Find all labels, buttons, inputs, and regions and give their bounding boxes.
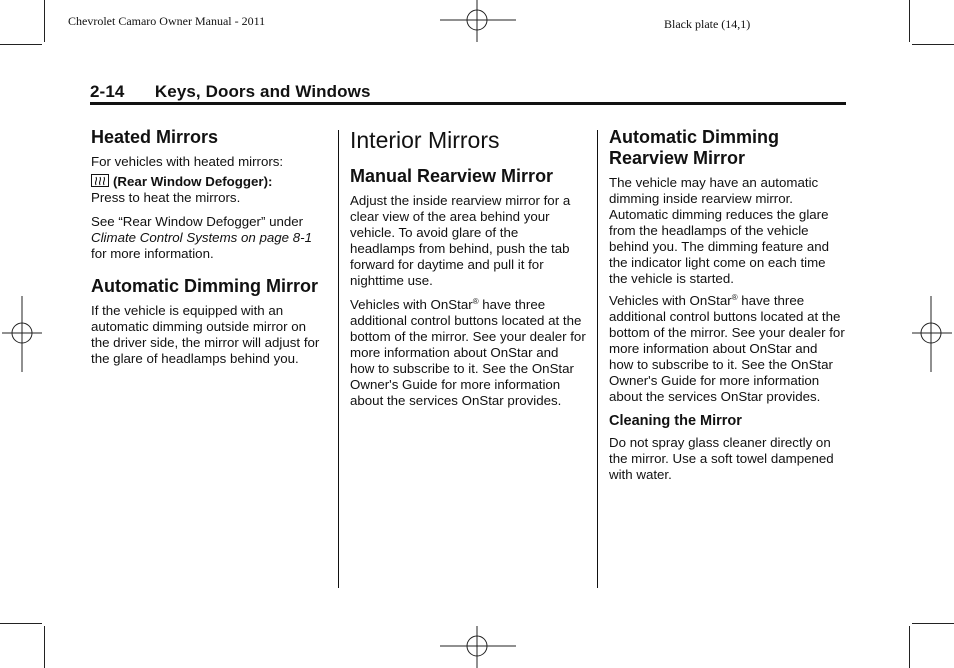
onstar-text: have three additional control buttons located at the bottom of the mirror. See your dealer for more information about OnStar and how to subscribe to it. See the OnStar Owner's Guide for more information about the services OnStar provides. xyxy=(609,293,845,404)
section-rule xyxy=(90,102,846,105)
registration-mark-bottom xyxy=(438,626,518,668)
defogger-paragraph xyxy=(91,174,323,206)
registered-mark: ® xyxy=(731,293,738,302)
section-header xyxy=(90,82,846,102)
heading-heated-mirrors: Heated Mirrors xyxy=(91,127,219,147)
column-divider xyxy=(597,130,598,588)
registration-mark-top xyxy=(438,0,518,44)
rear-defogger-icon xyxy=(91,174,109,187)
onstar-paragraph xyxy=(609,293,845,405)
auto-rearview-text: The vehicle may have an automatic dimming inside rearview mirror. Automatic dimming reduces the glare from the headlamps of the vehicle behind you. The dimming feature and the indicator light come on each time the vehicle is started. xyxy=(609,175,830,286)
auto-dimming-text: If the vehicle is equipped with an automatic dimming outside mirror on the driver side, the mirror will adjust for the glare of headlamps behind you. xyxy=(91,303,320,366)
onstar-prefix: Vehicles with OnStar xyxy=(609,293,732,308)
defogger-text: Press to heat the mirrors. xyxy=(91,190,241,205)
see-prefix: See “Rear Window Defogger” under xyxy=(91,214,304,229)
defogger-label: (Rear Window Defogger): xyxy=(113,174,273,189)
column-divider xyxy=(338,130,339,588)
heading-manual-rearview-mirror: Manual Rearview Mirror xyxy=(350,166,554,186)
registered-mark: ® xyxy=(472,297,479,306)
page-number: 2-14 xyxy=(90,82,125,101)
column-1 xyxy=(91,126,323,367)
onstar-paragraph xyxy=(350,297,586,409)
heading-automatic-dimming-rearview-mirror: Automatic Dimming Rearview Mirror xyxy=(609,127,780,168)
onstar-text: have three additional control buttons located at the bottom of the mirror. See your dealer for more information about OnStar and how to subscribe to it. See the OnStar Owner's Guide for more information about the services OnStar provides. xyxy=(350,297,586,408)
heated-intro: For vehicles with heated mirrors: xyxy=(91,154,284,169)
section-title: Keys, Doors and Windows xyxy=(154,82,371,101)
manual-title: Chevrolet Camaro Owner Manual - 2011 xyxy=(68,14,266,28)
registration-mark-right xyxy=(910,296,954,372)
cross-reference-link[interactable]: Climate Control Systems on page 8-1 xyxy=(91,230,312,245)
manual-mirror-text: Adjust the inside rearview mirror for a clear view of the area behind your vehicle. To avoid glare of the headlamps from behind, push the tab forward for daytime and pull it for nighttime use. xyxy=(350,193,571,288)
plate-label: Black plate (14,1) xyxy=(664,17,751,31)
heading-interior-mirrors: Interior Mirrors xyxy=(350,127,500,153)
column-2 xyxy=(350,126,586,409)
heading-cleaning-the-mirror: Cleaning the Mirror xyxy=(609,413,742,429)
onstar-prefix: Vehicles with OnStar xyxy=(350,297,473,312)
cleaning-text: Do not spray glass cleaner directly on the mirror. Use a soft towel dampened with water. xyxy=(609,435,834,482)
column-3 xyxy=(609,126,845,483)
see-suffix: for more information. xyxy=(91,246,214,261)
registration-mark-left xyxy=(0,296,44,372)
heading-automatic-dimming-mirror: Automatic Dimming Mirror xyxy=(91,276,319,296)
see-reference xyxy=(91,214,323,262)
